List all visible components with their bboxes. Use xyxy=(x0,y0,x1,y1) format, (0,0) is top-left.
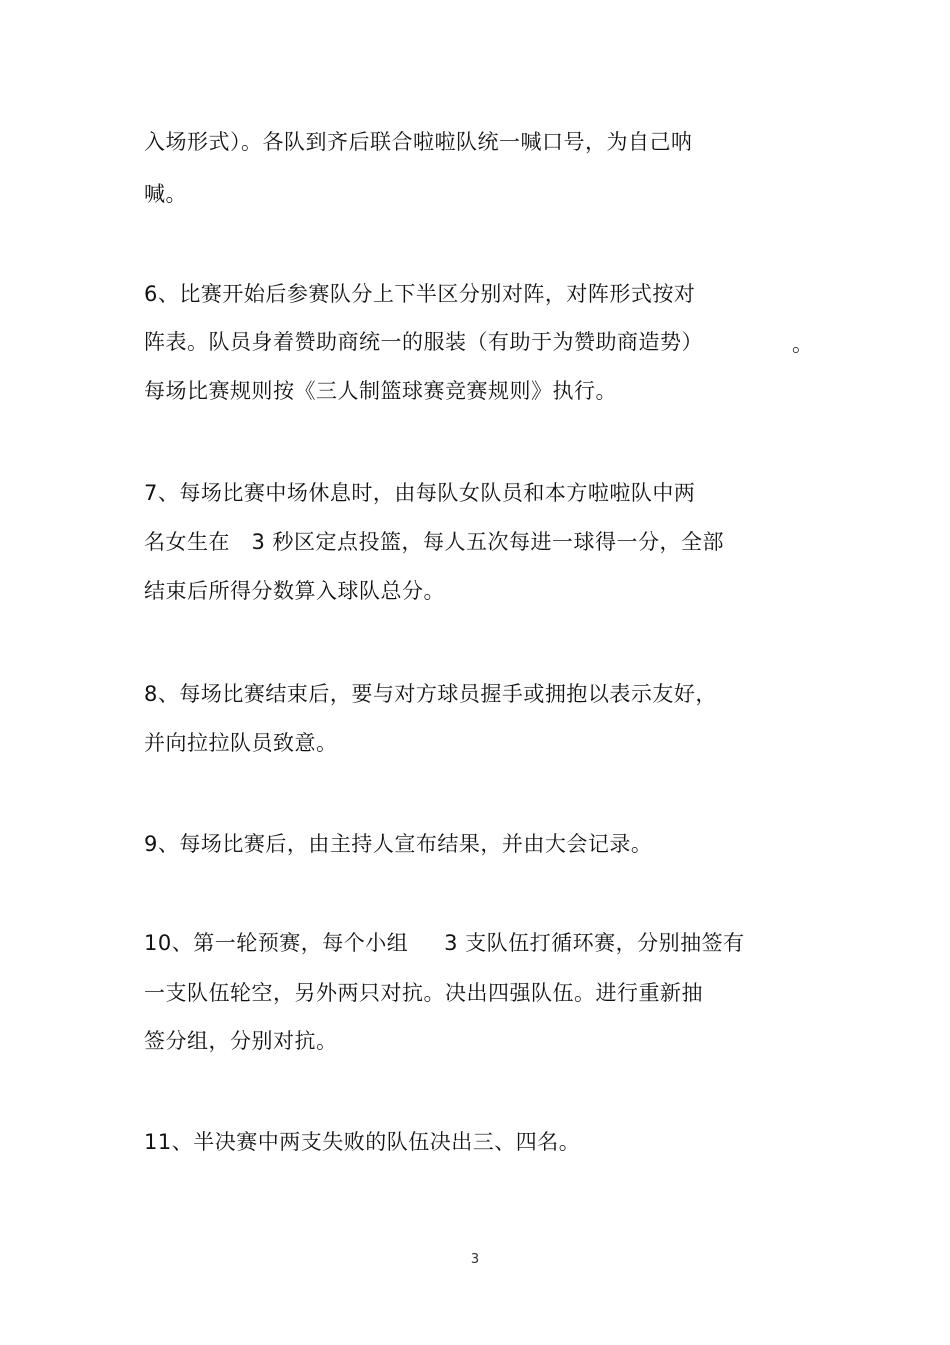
text-line: 9、每场比赛后，由主持人宣布结果，并由大会记录。 xyxy=(144,832,653,856)
text-line: 并向拉拉队员致意。 xyxy=(144,731,338,755)
text-line: 入场形式）。各队到齐后联合啦啦队统一喊口号，为自己呐 xyxy=(144,130,693,154)
text-line: 11、半决赛中两支失败的队伍决出三、四名。 xyxy=(144,1130,581,1154)
text-line: 喊。 xyxy=(144,182,187,206)
text-line: 阵表。队员身着赞助商统一的服装（有助于为赞助商造势） xyxy=(144,330,703,354)
text-line: 8、每场比赛结束后，要与对方球员握手或拥抱以表示友好， xyxy=(144,682,717,706)
text-line: 一支队伍轮空，另外两只对抗。决出四强队伍。进行重新抽 xyxy=(144,981,703,1005)
trailing-punctuation: 。 xyxy=(792,332,813,356)
page-number: 3 xyxy=(470,1252,480,1267)
text-line: 名女生在 3 秒区定点投篮，每人五次每进一球得一分，全部 xyxy=(144,530,725,554)
text-line: 每场比赛规则按《三人制篮球赛竞赛规则》执行。 xyxy=(144,379,617,403)
text-line: 6、比赛开始后参赛队分上下半区分别对阵，对阵形式按对 xyxy=(144,282,696,306)
text-line: 签分组，分别对抗。 xyxy=(144,1029,338,1053)
text-line: 结束后所得分数算入球队总分。 xyxy=(144,579,445,603)
text-line: 10、第一轮预赛，每个小组 3 支队伍打循环赛，分别抽签有 xyxy=(144,931,745,955)
text-line: 7、每场比赛中场休息时，由每队女队员和本方啦啦队中两 xyxy=(144,481,696,505)
